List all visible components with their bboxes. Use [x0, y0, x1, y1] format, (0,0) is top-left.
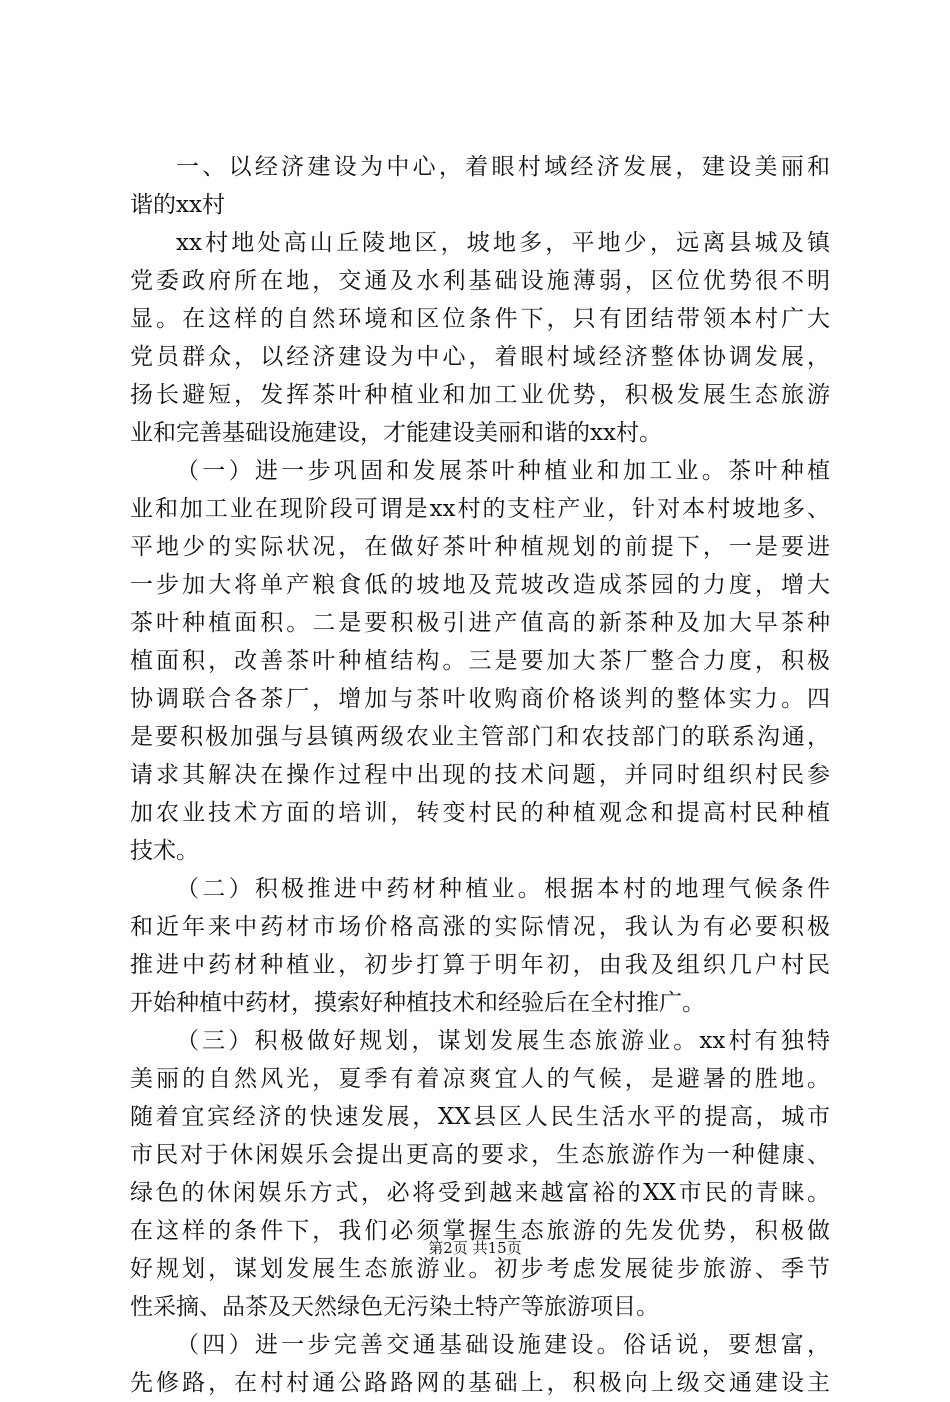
- text-line: 业和完善基础设施建设，才能建设美丽和谐的xx村。: [130, 420, 662, 446]
- text-line: 请求其解决在操作过程中出现的技术问题，并同时组织村民参: [130, 762, 830, 788]
- text-line: 一、以经济建设为中心，着眼村域经济发展，建设美丽和: [176, 154, 830, 180]
- text-line: 先修路，在村村通公路路网的基础上，积极向上级交通建设主: [130, 1370, 830, 1396]
- text-line: 党员群众，以经济建设为中心，着眼村域经济整体协调发展，: [130, 344, 830, 370]
- text-line: 谐的xx村: [130, 192, 225, 218]
- text-line: 扬长避短，发挥茶叶种植业和加工业优势，积极发展生态旅游: [130, 382, 830, 408]
- text-line: 在这样的条件下，我们必须掌握生态旅游的先发优势，积极做: [130, 1218, 830, 1244]
- text-line: 性采摘、品茶及天然绿色无污染土特产等旅游项目。: [130, 1294, 659, 1320]
- text-line: 美丽的自然风光，夏季有着凉爽宜人的气候，是避暑的胜地。: [130, 1066, 830, 1092]
- text-line: 党委政府所在地，交通及水利基础设施薄弱，区位优势很不明: [130, 268, 830, 294]
- text-line: 市民对于休闲娱乐会提出更高的要求，生态旅游作为一种健康、: [130, 1142, 830, 1168]
- text-line: （四）进一步完善交通基础设施建设。俗话说，要想富，: [176, 1332, 830, 1358]
- text-line: 好规划，谋划发展生态旅游业。初步考虑发展徒步旅游、季节: [130, 1256, 830, 1282]
- text-line: （一）进一步巩固和发展茶叶种植业和加工业。茶叶种植: [176, 458, 830, 484]
- text-line: 技术。: [130, 838, 199, 864]
- text-line: xx村地处高山丘陵地区，坡地多，平地少，远离县城及镇: [176, 230, 830, 256]
- text-line: 是要积极加强与县镇两级农业主管部门和农技部门的联系沟通，: [130, 724, 830, 750]
- text-line: 平地少的实际状况，在做好茶叶种植规划的前提下，一是要进: [130, 534, 830, 560]
- text-line: 一步加大将单产粮食低的坡地及荒坡改造成茶园的力度，增大: [130, 572, 830, 598]
- text-line: 绿色的休闲娱乐方式，必将受到越来越富裕的XX市民的青睐。: [130, 1180, 830, 1206]
- text-line: 协调联合各茶厂，增加与茶叶收购商价格谈判的整体实力。四: [130, 686, 830, 712]
- text-line: 植面积，改善茶叶种植结构。三是要加大茶厂整合力度，积极: [130, 648, 830, 674]
- text-line: 和近年来中药材市场价格高涨的实际情况，我认为有必要积极: [130, 914, 830, 940]
- text-line: 加农业技术方面的培训，转变村民的种植观念和提高村民种植: [130, 800, 830, 826]
- page-footer: 第2页 共15页: [428, 1239, 522, 1257]
- text-line: 开始种植中药材，摸索好种植技术和经验后在全村推广。: [130, 990, 705, 1016]
- text-line: 业和加工业在现阶段可谓是xx村的支柱产业，针对本村坡地多、: [130, 496, 830, 522]
- document-body: [130, 148, 830, 1402]
- text-line: 随着宜宾经济的快速发展，XX县区人民生活水平的提高，城市: [130, 1104, 830, 1130]
- text-line: 茶叶种植面积。二是要积极引进产值高的新茶种及加大早茶种: [130, 610, 830, 636]
- text-line: 推进中药材种植业，初步打算于明年初，由我及组织几户村民: [130, 952, 830, 978]
- text-line: （二）积极推进中药材种植业。根据本村的地理气候条件: [176, 876, 830, 902]
- text-line: （三）积极做好规划，谋划发展生态旅游业。xx村有独特: [176, 1028, 830, 1054]
- text-line: 显。在这样的自然环境和区位条件下，只有团结带领本村广大: [130, 306, 830, 332]
